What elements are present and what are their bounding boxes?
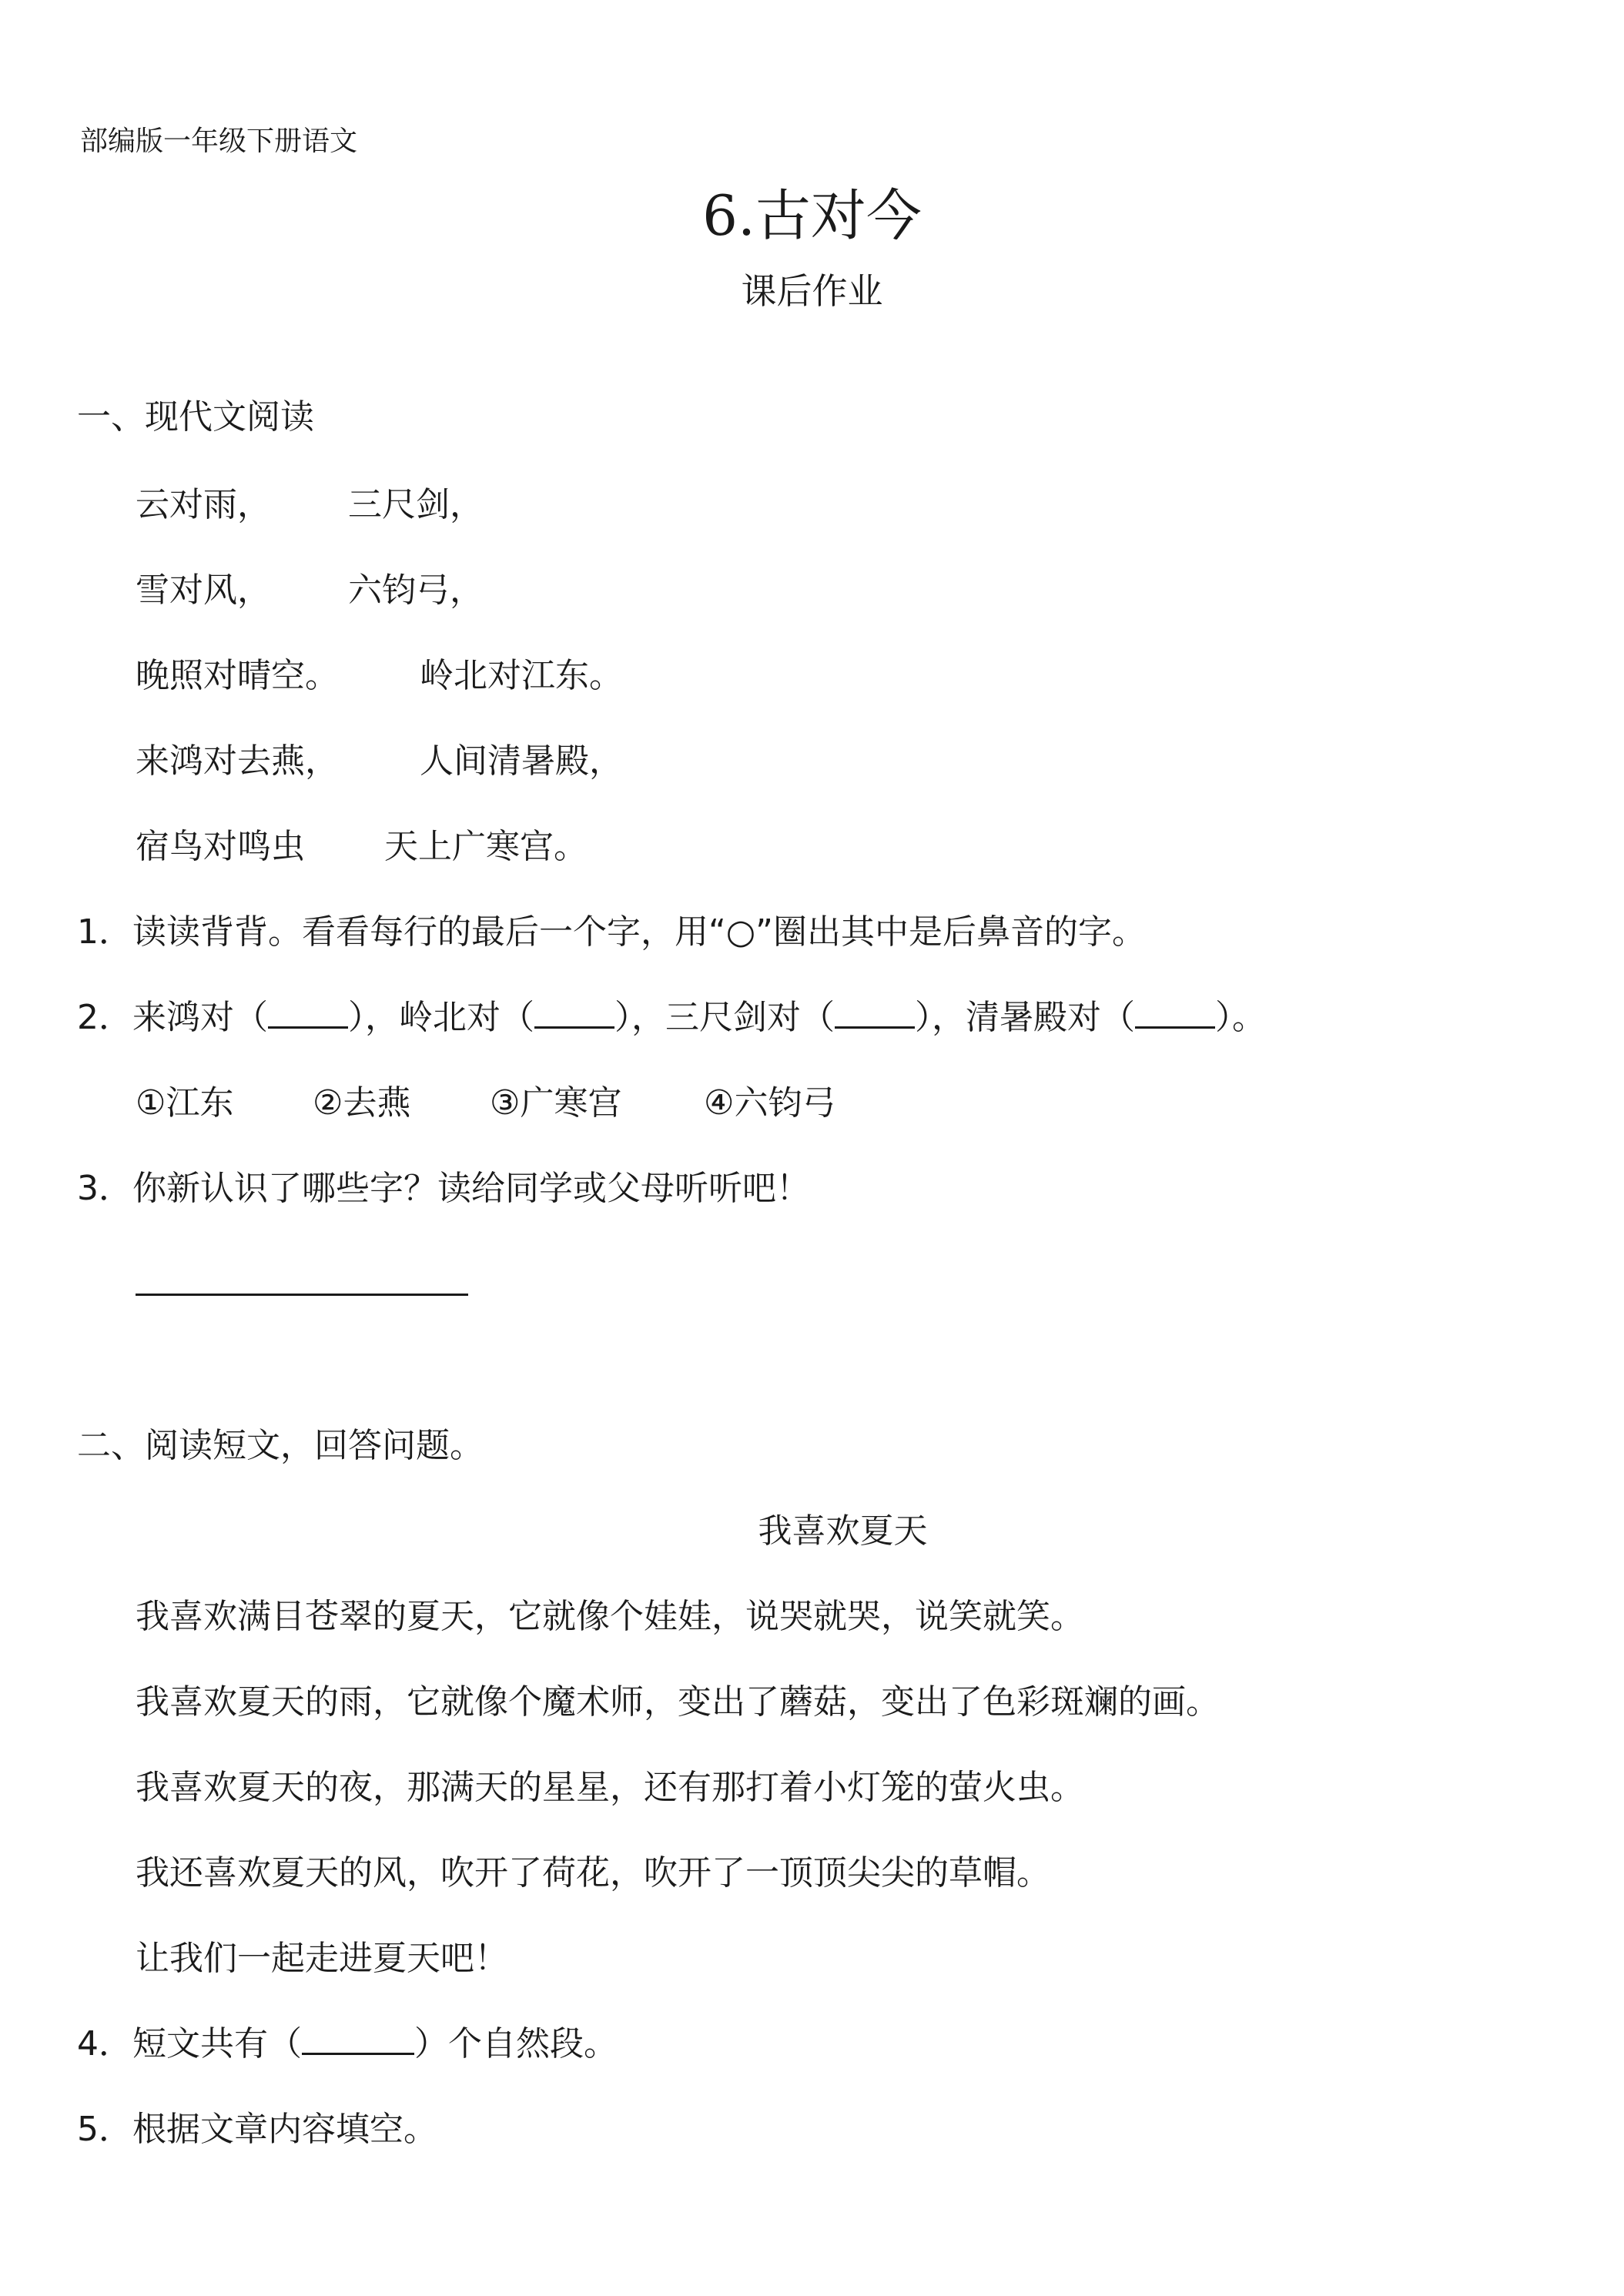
poem-line-left: 来鸿对去燕， [136, 741, 339, 781]
poem-line-right: 六钧弓， [348, 571, 484, 610]
option-item: ④六钧弓 [704, 1083, 836, 1123]
poem-line-right: 三尺剑， [348, 485, 484, 524]
question-2-text: ），三尺剑对（ [614, 998, 835, 1037]
poem-line-left: 晚照对晴空。 [136, 656, 339, 695]
story-paragraph: 我喜欢满目苍翠的夏天，它就像个娃娃，说哭就哭，说笑就笑。 [136, 1597, 1084, 1636]
question-2-text: 来鸿对（ [132, 998, 268, 1037]
poem-line-left: 雪对风， [136, 571, 271, 610]
question-1: 1．读读背背。看看每行的最后一个字，用“○”圈出其中是后鼻音的字。 [77, 912, 1146, 952]
poem-line-left: 云对雨， [136, 485, 271, 524]
question-2 [77, 995, 1266, 1041]
answer-line[interactable] [136, 1294, 468, 1296]
story-paragraph: 让我们一起走进夏天吧！ [136, 1939, 508, 1978]
question-2-text: ），清暑殿对（ [915, 998, 1135, 1037]
story-paragraph: 我喜欢夏天的夜，那满天的星星，还有那打着小灯笼的萤火虫。 [136, 1768, 1084, 1807]
question-4-text: 4．短文共有（ [77, 2024, 302, 2063]
question-2-text: ），岭北对（ [348, 998, 534, 1037]
answer-blank[interactable] [534, 997, 614, 1029]
section2-heading: 二、阅读短文，回答问题。 [77, 1426, 484, 1465]
answer-blank[interactable] [1135, 997, 1215, 1029]
answer-blank[interactable] [268, 997, 348, 1029]
page-title: 6.古对今 [702, 183, 922, 248]
answer-blank[interactable] [835, 997, 915, 1029]
story-paragraph: 我还喜欢夏天的风，吹开了荷花，吹开了一顶顶尖尖的草帽。 [136, 1853, 1050, 1893]
story-paragraph: 我喜欢夏天的雨，它就像个魔术师，变出了蘑菇，变出了色彩斑斓的画。 [136, 1682, 1220, 1722]
section1-heading: 一、现代文阅读 [77, 397, 314, 437]
poem-line-right: 天上广寒宫。 [384, 827, 588, 866]
poem-line-right: 人间清暑殿， [420, 741, 623, 781]
poem-line-right: 岭北对江东。 [420, 656, 623, 695]
question-4 [77, 2021, 618, 2067]
question-2-text: ）。 [1215, 998, 1266, 1037]
option-item: ①江东 [136, 1083, 234, 1123]
page-subtitle: 课后作业 [741, 270, 883, 312]
poem-line-left: 宿鸟对鸣虫 [136, 827, 305, 866]
question-2-number: 2． [77, 998, 132, 1037]
answer-blank[interactable] [302, 2023, 414, 2055]
question-5: 5．根据文章内容填空。 [77, 2110, 437, 2149]
option-item: ②去燕 [313, 1083, 411, 1123]
option-item: ③广寒宫 [490, 1083, 622, 1123]
story-title: 我喜欢夏天 [758, 1511, 928, 1551]
question-3: 3．你新认识了哪些字？读给同学或父母听听吧！ [77, 1169, 810, 1208]
question-4-text: ）个自然段。 [414, 2024, 618, 2063]
header-note: 部编版一年级下册语文 [80, 126, 358, 157]
